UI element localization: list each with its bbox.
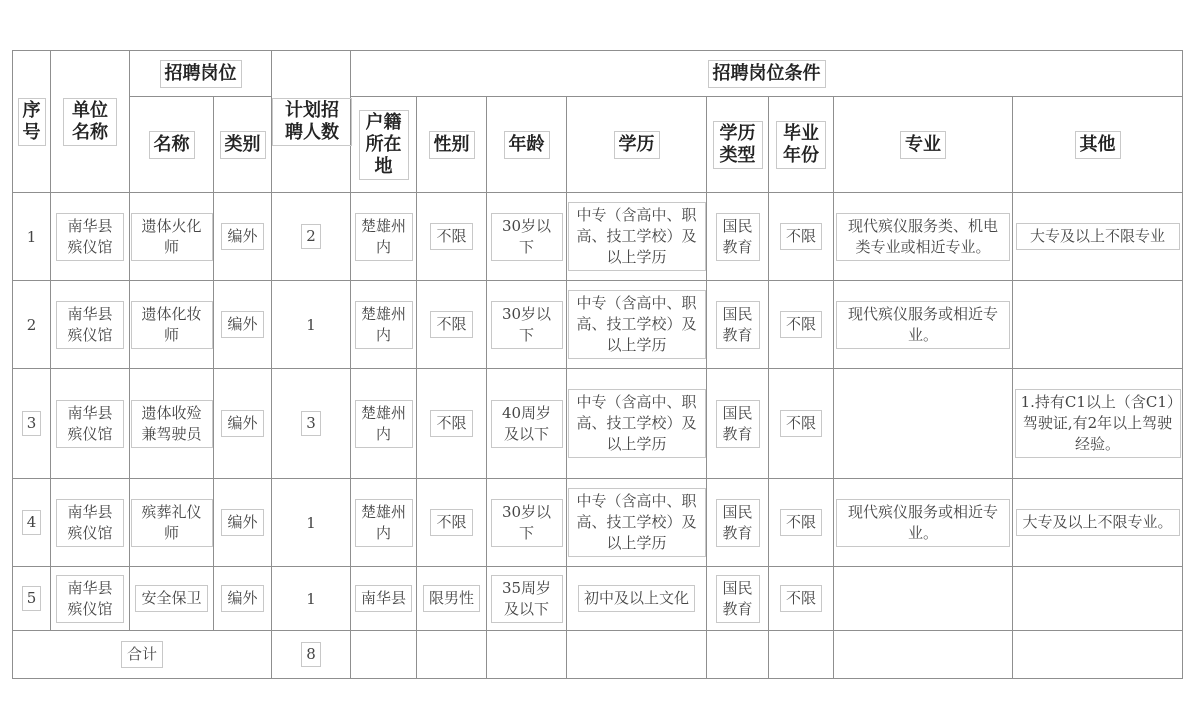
recruitment-table xyxy=(12,50,1183,679)
cell-grad-year: 不限 xyxy=(769,193,834,281)
header-gender: 性别 xyxy=(417,97,487,193)
table-row xyxy=(13,369,1183,479)
header-edu-type: 学历类型 xyxy=(707,97,769,193)
recruitment-table-sheet xyxy=(12,50,1182,678)
header-row-2 xyxy=(13,97,1183,193)
cell-other: 1.持有C1以上（含C1）驾驶证,有2年以上驾驶经验。 xyxy=(1013,369,1183,479)
cell-edu-type: 国民教育 xyxy=(707,369,769,479)
cell-grad-year: 不限 xyxy=(769,369,834,479)
cell-age: 40周岁及以下 xyxy=(487,369,567,479)
cell-post-name: 遗体化妆师 xyxy=(130,281,214,369)
cell-other: 大专及以上不限专业 xyxy=(1013,193,1183,281)
cell-seq: 1 xyxy=(13,193,51,281)
header-seq: 序号 xyxy=(13,51,51,193)
header-grad-year: 毕业年份 xyxy=(769,97,834,193)
cell-age: 35周岁及以下 xyxy=(487,567,567,631)
header-hukou: 户籍所在地 xyxy=(351,97,417,193)
cell-edu: 中专（含高中、职高、技工学校）及以上学历 xyxy=(567,193,707,281)
header-post-name: 名称 xyxy=(130,97,214,193)
total-label: 合计 xyxy=(13,631,272,679)
cell-major xyxy=(834,369,1013,479)
table-row xyxy=(13,567,1183,631)
cell-gender: 不限 xyxy=(417,281,487,369)
table-row xyxy=(13,479,1183,567)
header-post-group: 招聘岗位 xyxy=(130,51,272,97)
cell-edu: 中专（含高中、职高、技工学校）及以上学历 xyxy=(567,281,707,369)
table-row xyxy=(13,193,1183,281)
cell-post-type: 编外 xyxy=(214,567,272,631)
cell-plan: 1 xyxy=(272,479,351,567)
cell-hukou: 楚雄州内 xyxy=(351,369,417,479)
cell-edu: 中专（含高中、职高、技工学校）及以上学历 xyxy=(567,369,707,479)
cell-major: 现代殡仪服务或相近专业。 xyxy=(834,479,1013,567)
cell-edu-type: 国民教育 xyxy=(707,281,769,369)
cell-post-type: 编外 xyxy=(214,479,272,567)
header-age: 年龄 xyxy=(487,97,567,193)
cell-age: 30岁以下 xyxy=(487,479,567,567)
cell-unit: 南华县殡仪馆 xyxy=(51,281,130,369)
cell-major xyxy=(834,567,1013,631)
cell-grad-year: 不限 xyxy=(769,479,834,567)
cell-grad-year: 不限 xyxy=(769,567,834,631)
cell-major: 现代殡仪服务或相近专业。 xyxy=(834,281,1013,369)
cell-edu-type: 国民教育 xyxy=(707,479,769,567)
cell-plan: 3 xyxy=(272,369,351,479)
header-unit: 单位名称 xyxy=(51,51,130,193)
table-row xyxy=(13,281,1183,369)
header-post-type: 类别 xyxy=(214,97,272,193)
cell-post-name: 殡葬礼仪师 xyxy=(130,479,214,567)
cell-age: 30岁以下 xyxy=(487,281,567,369)
cell-edu-type: 国民教育 xyxy=(707,193,769,281)
cell-plan: 2 xyxy=(272,193,351,281)
header-plan: 计划招聘人数 xyxy=(272,51,351,193)
total-row xyxy=(13,631,1183,679)
total-empty xyxy=(834,631,1013,679)
cell-hukou: 南华县 xyxy=(351,567,417,631)
cell-unit: 南华县殡仪馆 xyxy=(51,567,130,631)
total-empty xyxy=(417,631,487,679)
cell-post-name: 遗体收殓兼驾驶员 xyxy=(130,369,214,479)
total-value: 8 xyxy=(272,631,351,679)
cell-hukou: 楚雄州内 xyxy=(351,479,417,567)
cell-seq: 4 xyxy=(13,479,51,567)
cell-post-name: 安全保卫 xyxy=(130,567,214,631)
cell-edu-type: 国民教育 xyxy=(707,567,769,631)
cell-gender: 不限 xyxy=(417,193,487,281)
cell-post-type: 编外 xyxy=(214,369,272,479)
cell-major: 现代殡仪服务类、机电类专业或相近专业。 xyxy=(834,193,1013,281)
cell-grad-year: 不限 xyxy=(769,281,834,369)
header-edu: 学历 xyxy=(567,97,707,193)
cell-edu: 初中及以上文化 xyxy=(567,567,707,631)
total-empty xyxy=(707,631,769,679)
header-major: 专业 xyxy=(834,97,1013,193)
cell-other xyxy=(1013,281,1183,369)
cell-hukou: 楚雄州内 xyxy=(351,193,417,281)
cell-seq: 3 xyxy=(13,369,51,479)
cell-gender: 不限 xyxy=(417,369,487,479)
header-condition-group: 招聘岗位条件 xyxy=(351,51,1183,97)
total-empty xyxy=(351,631,417,679)
total-empty xyxy=(769,631,834,679)
header-other: 其他 xyxy=(1013,97,1183,193)
cell-hukou: 楚雄州内 xyxy=(351,281,417,369)
cell-unit: 南华县殡仪馆 xyxy=(51,369,130,479)
cell-unit: 南华县殡仪馆 xyxy=(51,479,130,567)
cell-plan: 1 xyxy=(272,567,351,631)
total-empty xyxy=(567,631,707,679)
cell-post-type: 编外 xyxy=(214,193,272,281)
header-row-1 xyxy=(13,51,1183,97)
cell-seq: 2 xyxy=(13,281,51,369)
cell-gender: 限男性 xyxy=(417,567,487,631)
cell-post-name: 遗体火化师 xyxy=(130,193,214,281)
cell-unit: 南华县殡仪馆 xyxy=(51,193,130,281)
cell-plan: 1 xyxy=(272,281,351,369)
total-empty xyxy=(487,631,567,679)
cell-other xyxy=(1013,567,1183,631)
cell-age: 30岁以下 xyxy=(487,193,567,281)
cell-post-type: 编外 xyxy=(214,281,272,369)
cell-edu: 中专（含高中、职高、技工学校）及以上学历 xyxy=(567,479,707,567)
cell-gender: 不限 xyxy=(417,479,487,567)
cell-seq: 5 xyxy=(13,567,51,631)
total-empty xyxy=(1013,631,1183,679)
cell-other: 大专及以上不限专业。 xyxy=(1013,479,1183,567)
